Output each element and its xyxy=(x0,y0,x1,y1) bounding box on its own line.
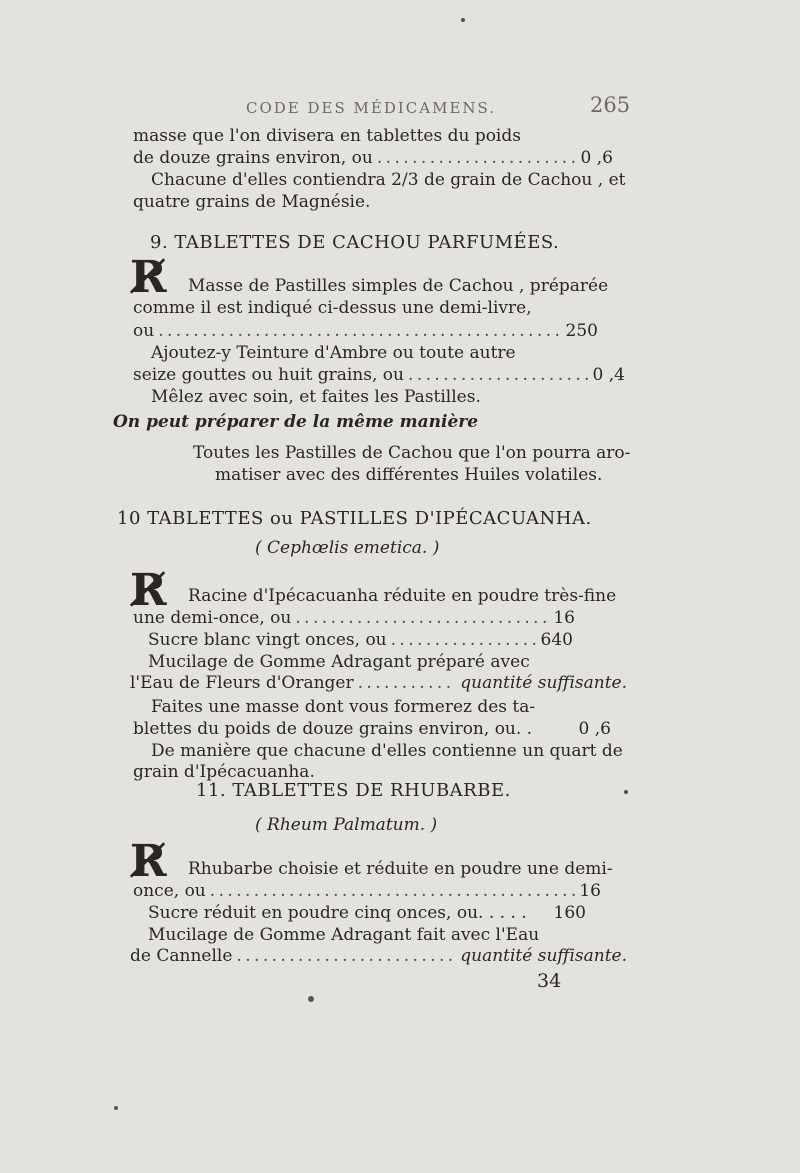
dosage-line xyxy=(148,630,573,650)
text-line: Mêlez avec soin, et faites les Pastilles. xyxy=(151,387,481,407)
paper-speck xyxy=(461,18,465,22)
dot-leader xyxy=(295,608,549,628)
dosage-text: seize gouttes ou huit grains, ou xyxy=(133,365,404,385)
text-line: Masse de Pastilles simples de Cachou , préparée xyxy=(188,276,609,296)
text-line: masse que l'on divisera en tablettes du poids xyxy=(133,126,521,146)
latin-name: ( Cephœlis emetica. ) xyxy=(255,538,440,558)
dosage-text: de Cannelle xyxy=(130,946,233,966)
text-line: Mucilage de Gomme Adragant préparé avec xyxy=(148,652,530,672)
dot-leader xyxy=(158,321,561,341)
text-line: quatre grains de Magnésie. xyxy=(133,192,371,212)
dosage-line xyxy=(133,148,613,168)
text-line: De manière que chacune d'elles contienne un quart de xyxy=(151,741,623,761)
dosage-quantity: quantité suffisante. xyxy=(460,946,627,966)
running-title: CODE DES MÉDICAMENS. xyxy=(246,99,497,117)
section-heading: 11. TABLETTES DE RHUBARBE. xyxy=(196,780,511,801)
dot-leader xyxy=(358,673,457,693)
recipe-symbol: R̸ xyxy=(130,836,167,887)
dosage-text: Sucre blanc vingt onces, ou xyxy=(148,630,387,650)
dosage-text: once, ou xyxy=(133,881,206,901)
text-line: Rhubarbe choisie et réduite en poudre une demi- xyxy=(188,859,613,879)
dosage-quantity: 250 xyxy=(565,321,598,341)
dosage-line xyxy=(133,608,575,628)
recipe-symbol: R̸ xyxy=(130,565,167,616)
dot-leader xyxy=(408,365,589,385)
latin-name: ( Rheum Palmatum. ) xyxy=(255,815,438,835)
paper-speck xyxy=(308,996,314,1002)
dot-leader xyxy=(391,630,537,650)
dosage-text: une demi-once, ou xyxy=(133,608,292,628)
dosage-quantity: 16 xyxy=(553,608,575,628)
dosage-line xyxy=(130,673,627,693)
dosage-line xyxy=(133,365,625,385)
dosage-quantity: 16 xyxy=(579,881,601,901)
text-line: Toutes les Pastilles de Cachou que l'on pourra aro- xyxy=(193,443,631,463)
dosage-text: de douze grains environ, ou xyxy=(133,148,373,168)
italic-note: On peut préparer de la même manière xyxy=(113,412,479,432)
paper-speck xyxy=(114,1106,118,1110)
dosage-quantity: quantité suffisante. xyxy=(460,673,627,693)
dot-leader xyxy=(236,946,456,966)
dosage-quantity: 160 xyxy=(553,903,586,923)
paper-speck xyxy=(624,790,628,794)
section-heading: 9. TABLETTES DE CACHOU PARFUMÉES. xyxy=(150,232,560,253)
dosage-quantity: 0 ,6 xyxy=(578,719,611,739)
text-line: Chacune d'elles contiendra 2/3 de grain de Cachou , et xyxy=(151,170,626,190)
dosage-quantity: 640 xyxy=(540,630,573,650)
text-line: Faites une masse dont vous formerez des ta- xyxy=(151,697,536,717)
dosage-text: l'Eau de Fleurs d'Oranger xyxy=(130,673,354,693)
dosage-text: blettes du poids de douze grains environ, ou. . xyxy=(133,719,533,739)
text-line: grain d'Ipécacuanha. xyxy=(133,762,315,782)
text-line: Mucilage de Gomme Adragant fait avec l'Eau xyxy=(148,925,540,945)
text-line: comme il est indiqué ci-dessus une demi-livre, xyxy=(133,298,532,318)
dosage-line xyxy=(133,321,598,341)
text-line: Ajoutez-y Teinture d'Ambre ou toute autre xyxy=(151,343,516,363)
dosage-line xyxy=(133,881,601,901)
dosage-text: ou xyxy=(133,321,155,341)
signature-mark: 34 xyxy=(537,970,562,992)
dot-leader xyxy=(377,148,577,168)
section-heading: 10 TABLETTES ou PASTILLES D'IPÉCACUANHA. xyxy=(117,508,592,529)
dosage-line xyxy=(133,719,611,739)
text-line: Racine d'Ipécacuanha réduite en poudre très-fine xyxy=(188,586,617,606)
page-number: 265 xyxy=(590,93,631,117)
text-line: matiser avec des différentes Huiles volatiles. xyxy=(215,465,603,485)
dosage-quantity: 0 ,4 xyxy=(592,365,625,385)
dosage-line xyxy=(148,903,586,923)
dosage-line xyxy=(130,946,627,966)
recipe-symbol: R̸ xyxy=(130,252,167,303)
dot-leader xyxy=(210,881,576,901)
dosage-quantity: 0 ,6 xyxy=(580,148,613,168)
dosage-text: Sucre réduit en poudre cinq onces, ou. . . . . xyxy=(148,903,527,923)
